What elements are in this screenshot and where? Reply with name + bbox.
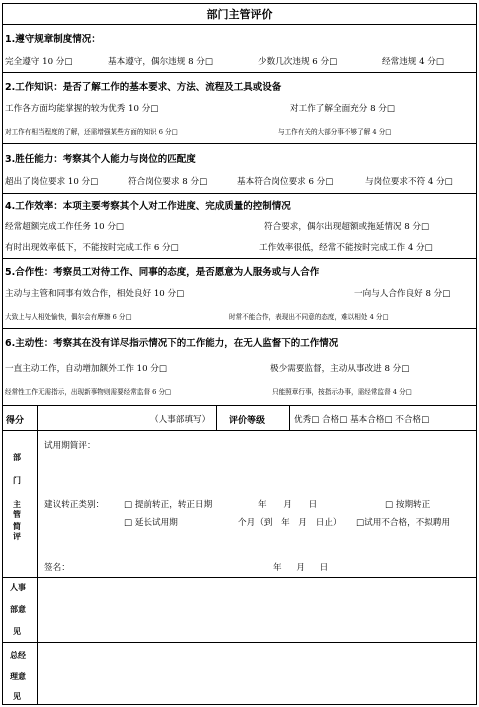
s1-option-a[interactable]: 完全遵守 10 分□ <box>5 57 73 67</box>
gm-label-2: 理意 <box>10 672 26 681</box>
section-4-heading: 4.工作效率：本项主要考察其个人对工作进度、完成质量的控制情况 <box>5 201 291 212</box>
divider <box>2 328 477 329</box>
manager-label-1: 部 <box>13 453 21 462</box>
suggest-label: 建议转正类别： <box>44 500 105 510</box>
signature-date[interactable]: 年 月 日 <box>273 563 329 573</box>
divider <box>2 642 477 643</box>
early-confirm-date[interactable]: 年 月 日 <box>258 500 318 510</box>
divider <box>289 405 290 430</box>
s5-option-d[interactable]: 时常不能合作，表现出不同意的态度，难以相处 4 分□ <box>229 313 389 321</box>
grade-options[interactable]: 优秀□ 合格□ 基本合格□ 不合格□ <box>294 415 430 425</box>
s4-option-a[interactable]: 经常超额完成工作任务 10 分□ <box>5 222 125 232</box>
grade-label: 评价等级 <box>229 416 266 426</box>
divider <box>216 405 217 430</box>
s3-option-b[interactable]: 符合岗位要求 8 分□ <box>128 177 208 187</box>
hr-label-2: 部意 <box>10 605 26 614</box>
extend-trial-period[interactable]: 个月（到 年 月 日止） <box>238 518 342 528</box>
manager-label-5: 简 <box>13 522 21 531</box>
divider <box>2 258 477 259</box>
s1-option-c[interactable]: 少数几次违规 6 分□ <box>258 57 338 67</box>
section-5-heading: 5.合作性：考察员工对待工作、同事的态度，是否愿意为人服务或与人合作 <box>5 267 320 278</box>
section-1-heading: 1.遵守规章制度情况： <box>5 34 101 45</box>
manager-label-6: 评 <box>13 532 21 541</box>
manager-label-4: 管 <box>13 510 21 519</box>
divider <box>2 430 477 431</box>
gm-label-3: 见 <box>13 692 21 701</box>
score-note: （人事部填写） <box>150 415 211 425</box>
s6-option-b[interactable]: 极少需要监督，主动从事改进 8 分□ <box>270 364 410 374</box>
signature-label: 签名： <box>44 563 70 573</box>
manager-label-2: 门 <box>13 476 21 485</box>
s6-option-d[interactable]: 只能照章行事，按指示办事，需经常监督 4 分□ <box>272 388 412 396</box>
divider <box>2 577 477 578</box>
form-title: 部门主管评价 <box>206 8 273 21</box>
section-6-heading: 6.主动性：考察其在没有详尽指示情况下的工作能力，在无人监督下的工作情况 <box>5 338 339 349</box>
divider <box>2 143 477 144</box>
s1-option-b[interactable]: 基本遵守，偶尔违规 8 分□ <box>108 57 213 67</box>
s3-option-c[interactable]: 基本符合岗位要求 6 分□ <box>237 177 334 187</box>
option-trial-failed[interactable]: □试用不合格，不拟聘用 <box>356 518 451 528</box>
s6-option-c[interactable]: 经常性工作无需指示，出现新事物则需要经常监督 6 分□ <box>5 388 172 396</box>
s4-option-b[interactable]: 符合要求，偶尔出现超额或拖延情况 8 分□ <box>264 222 430 232</box>
divider <box>2 405 477 406</box>
divider <box>2 24 477 25</box>
manager-label-3: 主 <box>13 500 21 509</box>
option-on-time-confirm[interactable]: □ 按期转正 <box>385 500 431 510</box>
hr-label-3: 见 <box>13 627 21 636</box>
s1-option-d[interactable]: 经常违规 4 分□ <box>382 57 445 67</box>
s5-option-a[interactable]: 主动与主管和同事有效合作，相处良好 10 分□ <box>5 289 185 299</box>
s6-option-a[interactable]: 一直主动工作，自动增加额外工作 10 分□ <box>5 364 168 374</box>
divider <box>2 193 477 194</box>
s3-option-d[interactable]: 与岗位要求不符 4 分□ <box>365 177 453 187</box>
gm-label-1: 总经 <box>10 651 26 660</box>
s2-option-c[interactable]: 对工作有相当程度的了解，还需增强某些方面的知识 6 分□ <box>5 128 178 136</box>
divider <box>37 405 38 705</box>
s2-option-a[interactable]: 工作各方面均能掌握的较为优秀 10 分□ <box>5 104 159 114</box>
s3-option-a[interactable]: 超出了岗位要求 10 分□ <box>5 177 99 187</box>
option-extend-trial[interactable]: □ 延长试用期 <box>124 518 178 528</box>
section-3-heading: 3.胜任能力：考察其个人能力与岗位的匹配度 <box>5 154 196 165</box>
s5-option-b[interactable]: 一向与人合作良好 8 分□ <box>354 289 451 299</box>
hr-label-1: 人事 <box>10 583 26 592</box>
s2-option-b[interactable]: 对工作了解全面充分 8 分□ <box>290 104 395 114</box>
section-2-heading: 2.工作知识：是否了解工作的基本要求、方法、流程及工具或设备 <box>5 82 282 93</box>
s4-option-c[interactable]: 有时出现效率低下，不能按时完成工作 6 分□ <box>5 243 179 253</box>
s2-option-d[interactable]: 与工作有关的大部分事不够了解 4 分□ <box>278 128 392 136</box>
divider <box>2 72 477 73</box>
s5-option-c[interactable]: 大致上与人相处愉快，偶尔会有摩擦 6 分□ <box>5 313 132 321</box>
score-label: 得分 <box>6 416 25 426</box>
trial-comment-label: 试用期简评： <box>44 441 96 451</box>
s4-option-d[interactable]: 工作效率很低，经常不能按时完成工作 4 分□ <box>259 243 433 253</box>
option-early-confirm[interactable]: □ 提前转正，转正日期 <box>124 500 213 510</box>
